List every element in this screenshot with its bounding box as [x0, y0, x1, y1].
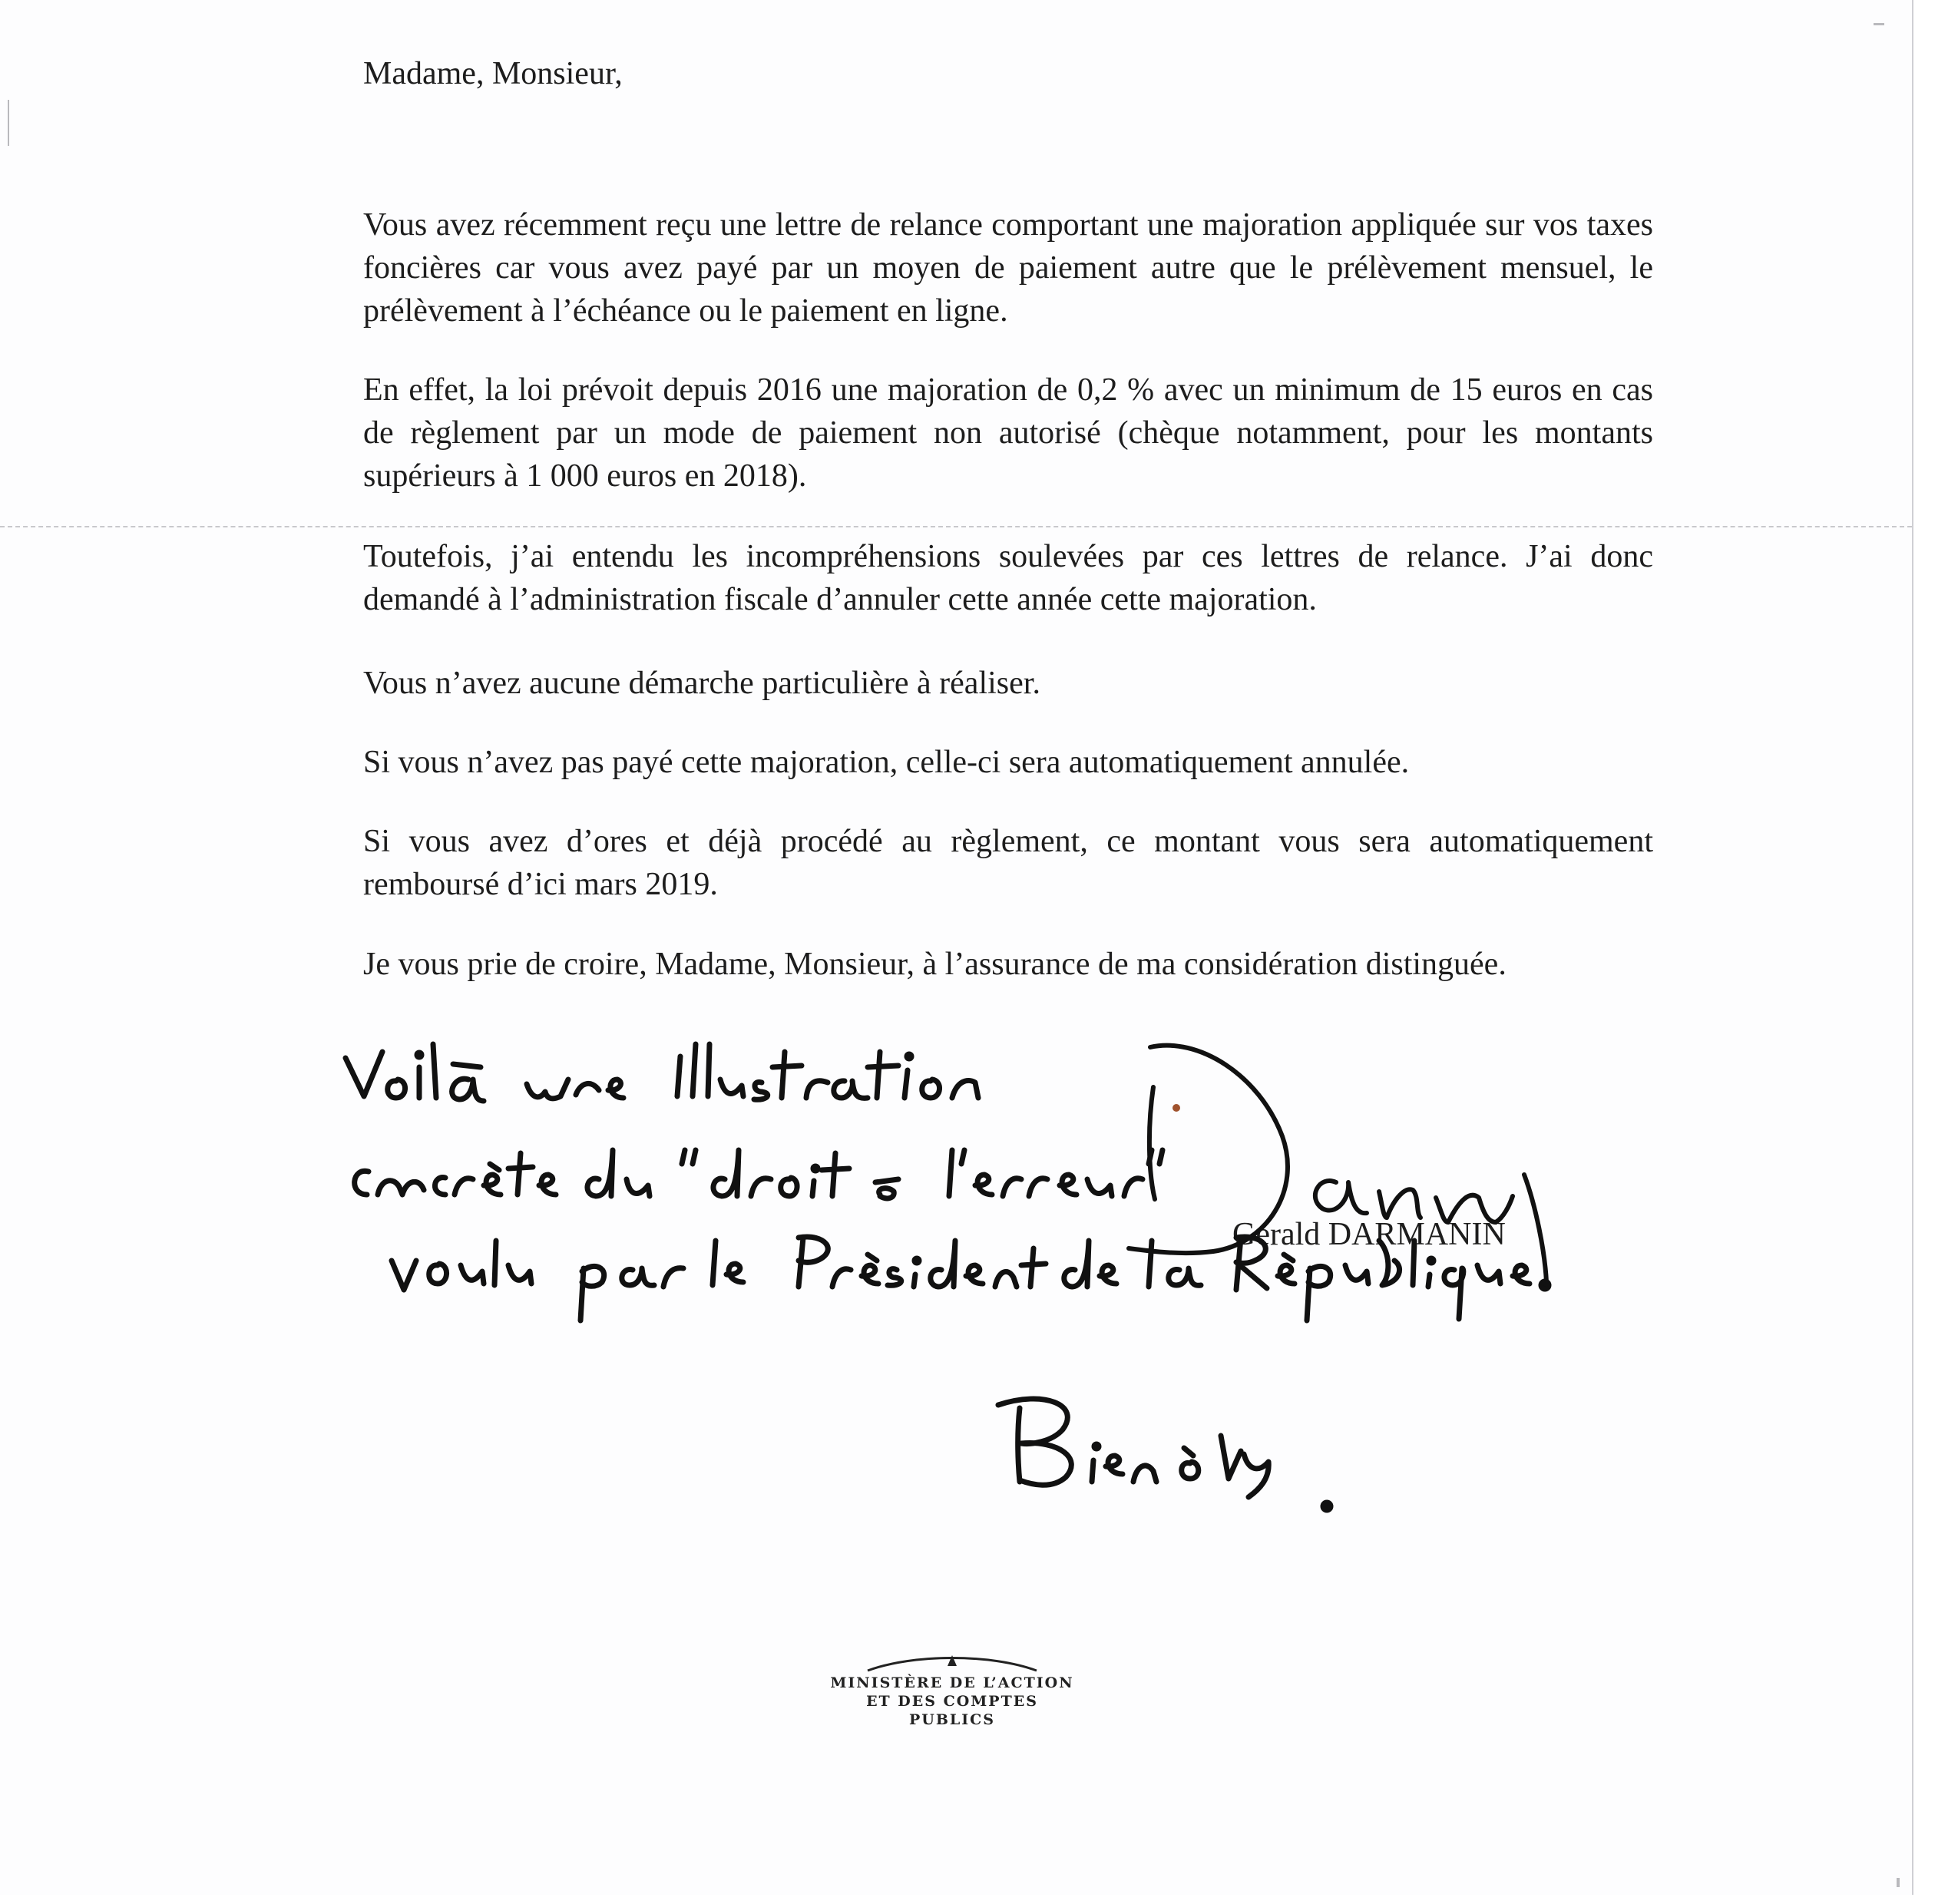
paragraph-majoration: Vous avez récemment reçu une lettre de relance comportant une majoration appliquée sur vos taxes foncières car vous avez payé par un moyen de paiement autre que le prélèvement mensuel, le prélèvement à l’échéance ou le paiement en ligne. [363, 207, 1653, 329]
ministry-name-line1: MINISTÈRE DE L’ACTION [830, 1674, 1074, 1691]
handwritten-note [338, 1021, 1566, 1520]
paragraph-formule-politesse: Je vous prie de croire, Madame, Monsieur, à l’assurance de ma considération distinguée. [363, 947, 1507, 982]
fold-line [0, 526, 1912, 527]
paragraph-loi: En effet, la loi prévoit depuis 2016 une majoration de 0,2 % avec un minimum de 15 euros en cas de règlement par un mode de paiement non autorisé (chèque notamment, pour les montants supérieurs à 1 000 euros en 2018). [363, 372, 1653, 494]
scan-mark [1874, 23, 1884, 25]
paragraph-non-paye: Si vous n’avez pas payé cette majoration, celle-ci sera automatiquement annulée. [363, 745, 1410, 780]
scan-mark [8, 100, 9, 146]
scan-mark [1897, 1878, 1900, 1887]
paragraph-rembourse: Si vous avez d’ores et déjà procédé au règlement, ce montant vous sera automatiquement remboursé d’ici mars 2019. [363, 824, 1653, 902]
paragraph-demarche: Vous n’avez aucune démarche particulière à réaliser. [363, 666, 1040, 701]
salutation: Madame, Monsieur, [363, 56, 623, 91]
ministry-name-line2: ET DES COMPTES PUBLICS [866, 1693, 1038, 1728]
ministry-logo [822, 1651, 1083, 1729]
signer-name: Gérald DARMANIN [1232, 1217, 1506, 1252]
ministry-arc-icon [860, 1651, 1044, 1674]
paragraph-annulation: Toutefois, j’ai entendu les incompréhensions soulevées par ces lettres de relance. J’ai donc demandé à l’administration fiscale d’annuler cette année cette majoration. [363, 539, 1653, 617]
